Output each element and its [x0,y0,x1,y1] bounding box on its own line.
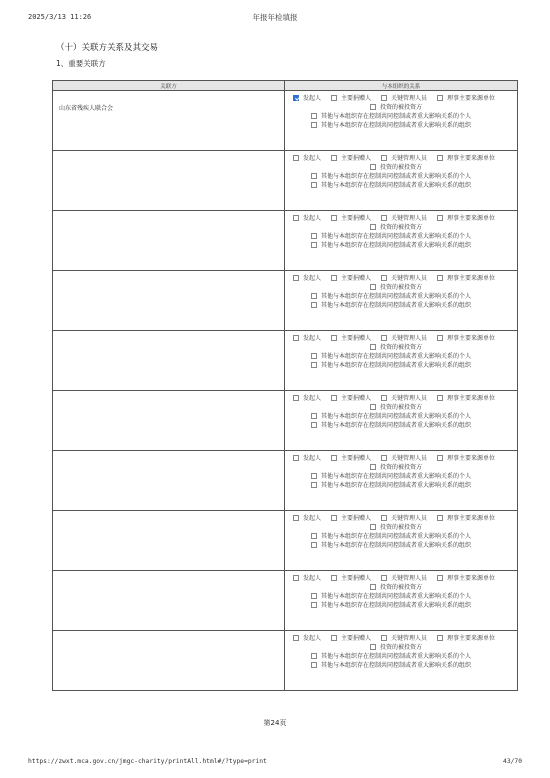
checkbox-main_source_unit[interactable] [437,395,443,401]
option-label-key_management: 关键管理人员 [391,575,428,582]
checkbox-initiator[interactable] [293,575,299,581]
table-row [53,151,518,211]
option-label-other_person: 其他与本组织存在控制共同控制或者重大影响关系的个人 [321,112,472,120]
option-label-other_person: 其他与本组织存在控制共同控制或者重大影响关系的个人 [321,292,472,300]
table-row [53,631,518,691]
table-row [53,211,518,271]
checkbox-other_person[interactable] [311,173,317,179]
checkbox-initiator[interactable] [293,95,299,101]
checkbox-other_org[interactable] [311,182,317,188]
option-label-other_org: 其他与本组织存在控制共同控制或者重大影响关系的组织 [321,481,472,489]
option-label-other_person: 其他与本组织存在控制共同控制或者重大影响关系的个人 [321,532,472,540]
option-label-other_person: 其他与本组织存在控制共同控制或者重大影响关系的个人 [321,592,472,600]
relation-options [285,571,518,631]
checkbox-initiator[interactable] [293,215,299,221]
checkbox-other_person[interactable] [311,473,317,479]
related-party-name [53,571,285,631]
checkbox-invested_party[interactable] [370,224,376,230]
option-label-initiator: 发起人 [303,275,322,282]
checkbox-main_source_unit[interactable] [437,335,443,341]
option-label-other_person: 其他与本组织存在控制共同控制或者重大影响关系的个人 [321,412,472,420]
option-label-key_management: 关键管理人员 [391,455,428,462]
related-party-name [53,331,285,391]
option-label-invested_party: 投资的被投资方 [380,163,423,171]
option-label-key_management: 关键管理人员 [391,275,428,282]
option-label-other_person: 其他与本组织存在控制共同控制或者重大影响关系的个人 [321,172,472,180]
checkbox-key_management[interactable] [381,275,387,281]
section-title: （十）关联方关系及其交易 [56,43,159,53]
option-label-initiator: 发起人 [303,215,322,222]
checkbox-other_person[interactable] [311,293,317,299]
option-label-invested_party: 投资的被投资方 [380,103,423,111]
checkbox-key_management[interactable] [381,95,387,101]
checkbox-major_donor[interactable] [331,395,337,401]
option-label-other_person: 其他与本组织存在控制共同控制或者重大影响关系的个人 [321,232,472,240]
option-label-other_org: 其他与本组织存在控制共同控制或者重大影响关系的组织 [321,661,472,669]
option-label-other_org: 其他与本组织存在控制共同控制或者重大影响关系的组织 [321,361,472,369]
checkbox-other_person[interactable] [311,653,317,659]
option-label-main_source_unit: 理事主要来源单位 [447,455,496,462]
option-label-invested_party: 投资的被投资方 [380,583,423,591]
relation-options [285,151,518,211]
page-number: 第24页 [263,719,287,727]
relation-options [285,331,518,391]
checkbox-main_source_unit[interactable] [437,155,443,161]
option-label-key_management: 关键管理人员 [391,95,428,102]
option-label-major_donor: 主要捐赠人 [341,335,372,342]
column-header-relation: 与本组织的关系 [285,81,518,91]
option-label-key_management: 关键管理人员 [391,155,428,162]
option-label-initiator: 发起人 [303,455,322,462]
relation-options [285,211,518,271]
table-row [53,271,518,331]
relation-options [285,391,518,451]
option-label-other_org: 其他与本组织存在控制共同控制或者重大影响关系的组织 [321,421,472,429]
related-party-name [53,631,285,691]
related-party-name [53,271,285,331]
option-label-other_person: 其他与本组织存在控制共同控制或者重大影响关系的个人 [321,652,472,660]
checkbox-other_person[interactable] [311,533,317,539]
option-label-initiator: 发起人 [303,575,322,582]
checkbox-invested_party[interactable] [370,644,376,650]
checkbox-major_donor[interactable] [331,95,337,101]
print-datetime: 2025/3/13 11:26 [28,13,92,21]
checkbox-major_donor[interactable] [331,275,337,281]
checkbox-invested_party[interactable] [370,524,376,530]
option-label-invested_party: 投资的被投资方 [380,343,423,351]
option-label-major_donor: 主要捐赠人 [341,515,372,522]
checkbox-other_org[interactable] [311,662,317,668]
option-label-key_management: 关键管理人员 [391,635,428,642]
checkbox-initiator[interactable] [293,635,299,641]
related-party-table [52,80,518,691]
option-label-invested_party: 投资的被投资方 [380,463,423,471]
option-label-key_management: 关键管理人员 [391,515,428,522]
table-row [53,91,518,151]
checkbox-other_org[interactable] [311,302,317,308]
checkbox-main_source_unit[interactable] [437,515,443,521]
checkbox-invested_party[interactable] [370,584,376,590]
option-label-key_management: 关键管理人员 [391,335,428,342]
checkbox-invested_party[interactable] [370,164,376,170]
option-label-initiator: 发起人 [303,635,322,642]
option-label-major_donor: 主要捐赠人 [341,215,372,222]
checkbox-invested_party[interactable] [370,104,376,110]
option-label-key_management: 关键管理人员 [391,395,428,402]
option-label-invested_party: 投资的被投资方 [380,643,423,651]
checkbox-major_donor[interactable] [331,515,337,521]
option-label-main_source_unit: 理事主要来源单位 [447,515,496,522]
checkbox-main_source_unit[interactable] [437,635,443,641]
checkbox-initiator[interactable] [293,335,299,341]
related-party-name [53,511,285,571]
option-label-other_org: 其他与本组织存在控制共同控制或者重大影响关系的组织 [321,241,472,249]
table-row [53,331,518,391]
checkbox-key_management[interactable] [381,455,387,461]
checkbox-initiator[interactable] [293,155,299,161]
option-label-initiator: 发起人 [303,515,322,522]
table-body [53,91,518,691]
checkbox-other_org[interactable] [311,122,317,128]
option-label-other_org: 其他与本组织存在控制共同控制或者重大影响关系的组织 [321,181,472,189]
related-party-name [53,211,285,271]
table-header-row [53,81,518,91]
relation-options [285,511,518,571]
option-label-major_donor: 主要捐赠人 [341,395,372,402]
option-label-invested_party: 投资的被投资方 [380,403,423,411]
print-url: https://zwxt.mca.gov.cn/jmgc-charity/printAll.html#/?type=print [28,758,267,765]
checkbox-major_donor[interactable] [331,215,337,221]
checkbox-invested_party[interactable] [370,284,376,290]
checkbox-other_person[interactable] [311,353,317,359]
related-party-name [53,451,285,511]
column-header-party: 关联方 [53,81,285,91]
option-label-other_org: 其他与本组织存在控制共同控制或者重大影响关系的组织 [321,121,472,129]
option-label-main_source_unit: 理事主要来源单位 [447,155,496,162]
checkbox-main_source_unit[interactable] [437,215,443,221]
print-page-count: 43/70 [503,758,522,765]
checkbox-other_person[interactable] [311,413,317,419]
checkbox-main_source_unit[interactable] [437,275,443,281]
option-label-other_org: 其他与本组织存在控制共同控制或者重大影响关系的组织 [321,301,472,309]
option-label-invested_party: 投资的被投资方 [380,223,423,231]
section-subtitle: 1、重要关联方 [56,59,106,68]
relation-options [285,451,518,511]
checkbox-invested_party[interactable] [370,464,376,470]
option-label-main_source_unit: 理事主要来源单位 [447,335,496,342]
option-label-initiator: 发起人 [303,335,322,342]
table-row [53,391,518,451]
option-label-initiator: 发起人 [303,155,322,162]
option-label-main_source_unit: 理事主要来源单位 [447,575,496,582]
option-label-key_management: 关键管理人员 [391,215,428,222]
option-label-main_source_unit: 理事主要来源单位 [447,275,496,282]
option-label-major_donor: 主要捐赠人 [341,635,372,642]
checkbox-main_source_unit[interactable] [437,575,443,581]
related-party-name: 山东省残疾人联合会 [53,91,285,151]
table-row [53,571,518,631]
checkbox-other_person[interactable] [311,233,317,239]
checkbox-initiator[interactable] [293,455,299,461]
checkbox-key_management[interactable] [381,215,387,221]
option-label-other_person: 其他与本组织存在控制共同控制或者重大影响关系的个人 [321,472,472,480]
checkbox-major_donor[interactable] [331,575,337,581]
checkbox-key_management[interactable] [381,515,387,521]
checkbox-main_source_unit[interactable] [437,95,443,101]
table-row [53,451,518,511]
checkbox-major_donor[interactable] [331,155,337,161]
relation-options [285,271,518,331]
option-label-invested_party: 投资的被投资方 [380,283,423,291]
option-label-main_source_unit: 理事主要来源单位 [447,395,496,402]
checkbox-other_person[interactable] [311,113,317,119]
option-label-major_donor: 主要捐赠人 [341,155,372,162]
option-label-other_org: 其他与本组织存在控制共同控制或者重大影响关系的组织 [321,601,472,609]
checkbox-invested_party[interactable] [370,404,376,410]
relation-options [285,91,518,151]
checkbox-key_management[interactable] [381,155,387,161]
checkbox-main_source_unit[interactable] [437,455,443,461]
related-party-name [53,151,285,211]
checkbox-key_management[interactable] [381,635,387,641]
checkbox-other_org[interactable] [311,482,317,488]
option-label-main_source_unit: 理事主要来源单位 [447,95,496,102]
checkbox-invested_party[interactable] [370,344,376,350]
checkbox-other_org[interactable] [311,542,317,548]
option-label-major_donor: 主要捐赠人 [341,455,372,462]
option-label-main_source_unit: 理事主要来源单位 [447,635,496,642]
option-label-major_donor: 主要捐赠人 [341,95,372,102]
page-header-title: 年报年检填报 [252,13,298,22]
option-label-other_person: 其他与本组织存在控制共同控制或者重大影响关系的个人 [321,352,472,360]
checkbox-other_org[interactable] [311,362,317,368]
checkbox-key_management[interactable] [381,395,387,401]
option-label-invested_party: 投资的被投资方 [380,523,423,531]
option-label-major_donor: 主要捐赠人 [341,275,372,282]
checkbox-other_org[interactable] [311,602,317,608]
option-label-main_source_unit: 理事主要来源单位 [447,215,496,222]
option-label-other_org: 其他与本组织存在控制共同控制或者重大影响关系的组织 [321,541,472,549]
checkbox-initiator[interactable] [293,515,299,521]
checkbox-initiator[interactable] [293,395,299,401]
checkbox-initiator[interactable] [293,275,299,281]
checkbox-major_donor[interactable] [331,335,337,341]
checkbox-key_management[interactable] [381,335,387,341]
checkbox-other_org[interactable] [311,242,317,248]
option-label-major_donor: 主要捐赠人 [341,575,372,582]
table-row [53,511,518,571]
checkbox-other_person[interactable] [311,593,317,599]
option-label-initiator: 发起人 [303,95,322,102]
checkbox-other_org[interactable] [311,422,317,428]
checkbox-major_donor[interactable] [331,635,337,641]
option-label-initiator: 发起人 [303,395,322,402]
checkbox-major_donor[interactable] [331,455,337,461]
related-party-name [53,391,285,451]
relation-options [285,631,518,691]
checkbox-key_management[interactable] [381,575,387,581]
